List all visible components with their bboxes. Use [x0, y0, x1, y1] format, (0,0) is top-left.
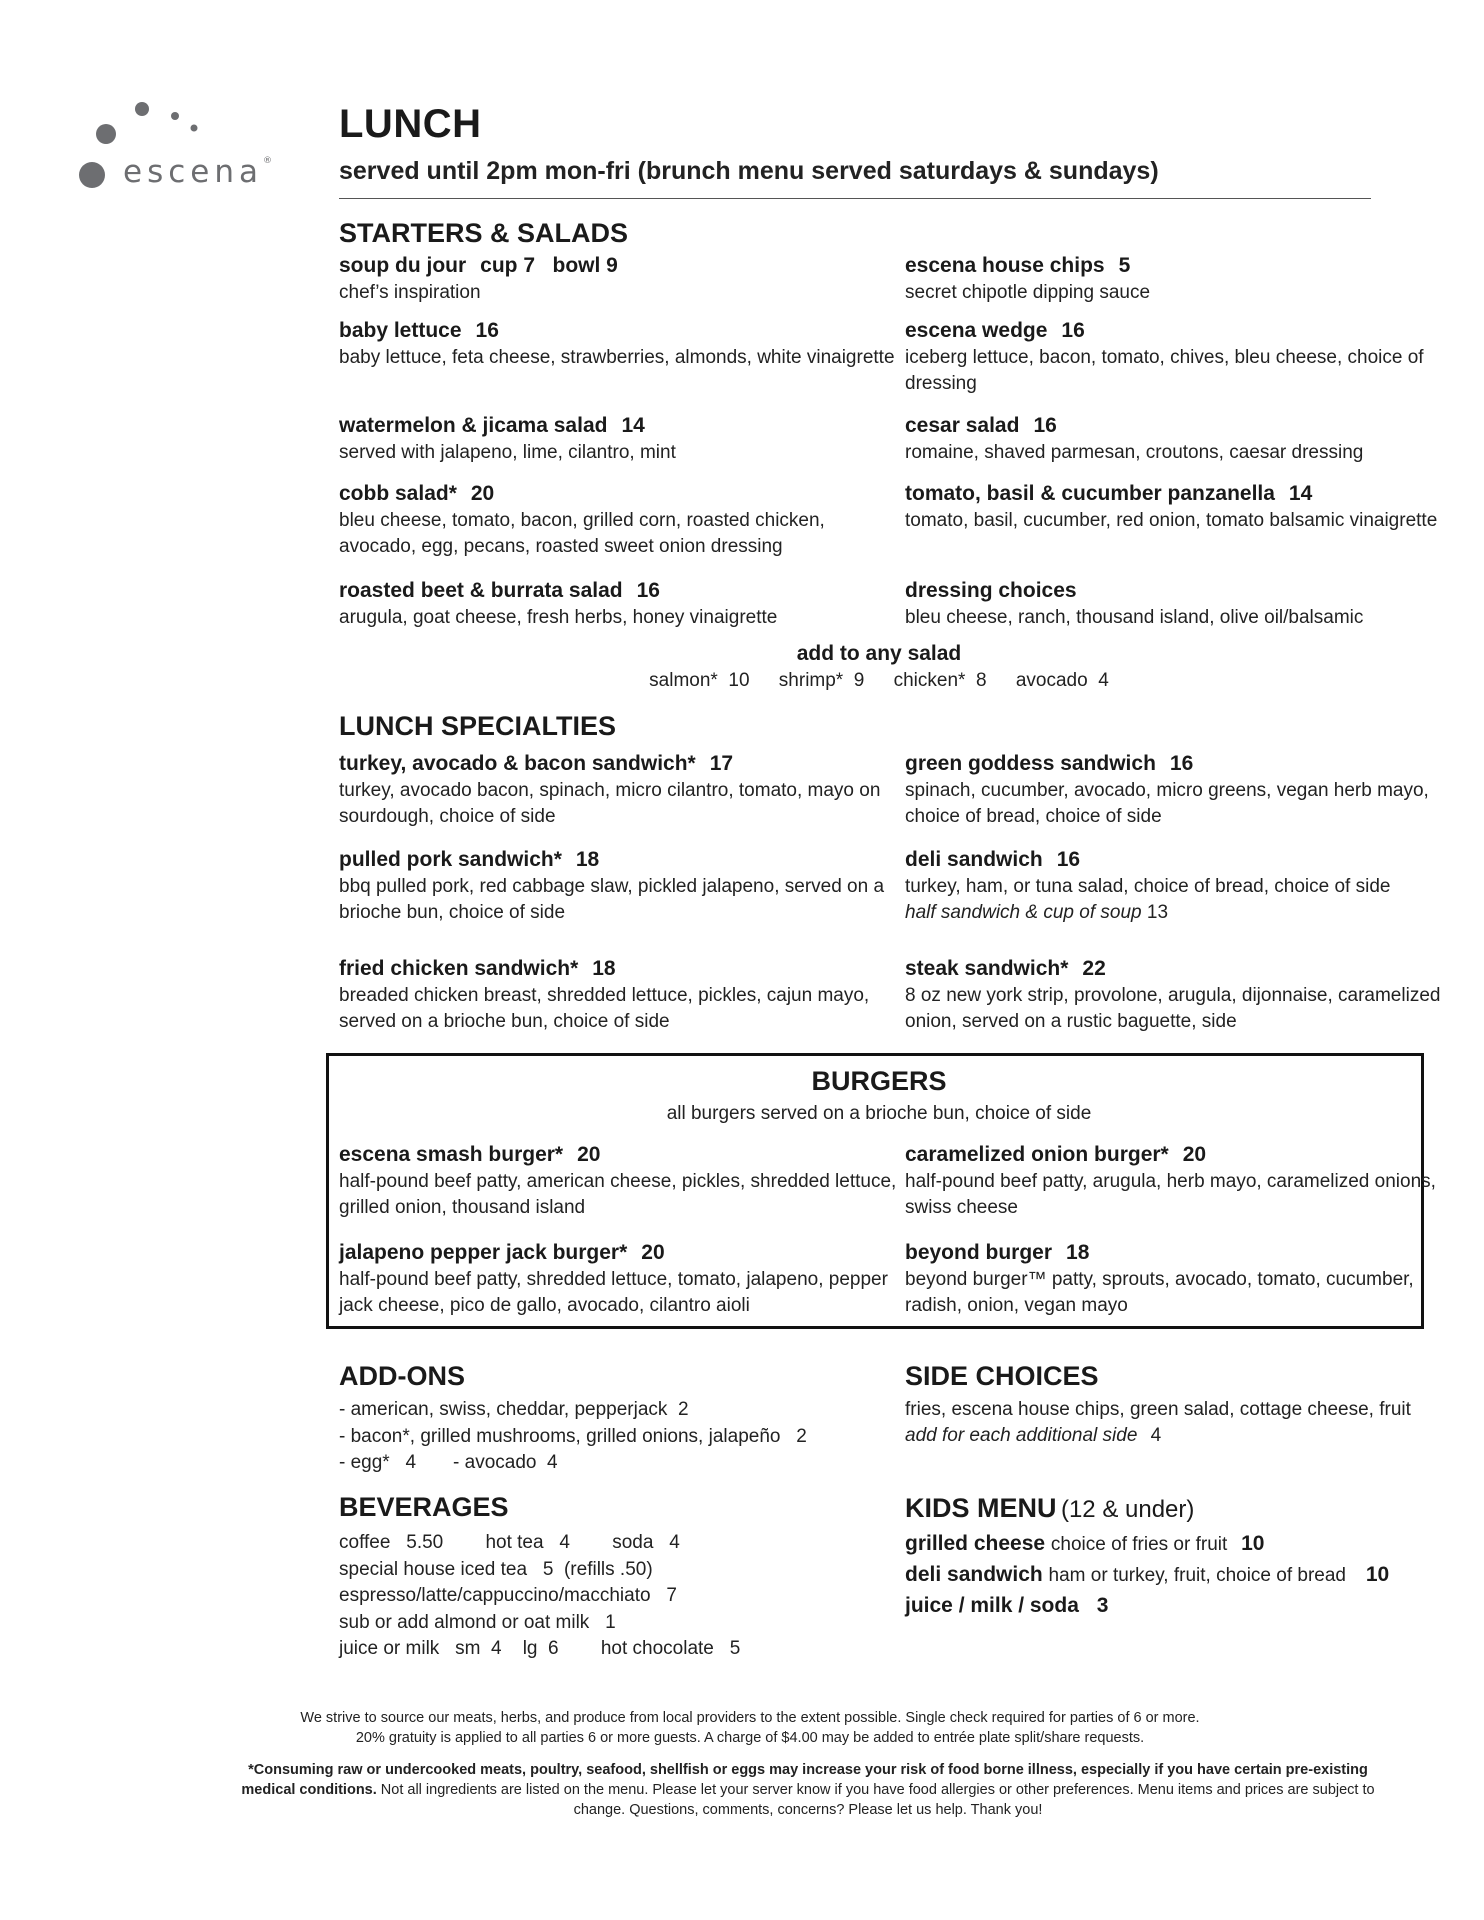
item-price: 20: [577, 1143, 601, 1166]
item-price: 18: [1066, 1241, 1090, 1264]
item-description: breaded chicken breast, shredded lettuce, pickles, cajun mayo, served on a brioche bun, choice of side: [339, 985, 870, 1032]
sides-list: [905, 1397, 1425, 1449]
item-name: watermelon & jicama salad: [339, 414, 608, 437]
item-price: 16: [1033, 414, 1057, 437]
item-description: bbq pulled pork, red cabbage slaw, pickled jalapeno, served on a brioche bun, choice of side: [339, 876, 885, 923]
add-option: chicken* 8: [893, 670, 987, 691]
page-title: LUNCH: [339, 102, 482, 146]
item-description: tomato, basil, cucumber, red onion, tomato balsamic vinaigrette: [905, 510, 1438, 531]
starters-heading: STARTERS & SALADS: [339, 218, 629, 248]
burgers-header: [339, 1066, 1419, 1127]
footer-line: 20% gratuity is applied to all parties 6 or more guests. A charge of $4.00 may be added to entrée plate split/share requests.: [355, 1730, 1145, 1746]
item-name: roasted beet & burrata salad: [339, 579, 623, 602]
item-description: half-pound beef patty, shredded lettuce, tomato, jalapeno, pepper jack cheese, pico de gallo, avocado, cilantro aioli: [339, 1269, 888, 1316]
beverages-list: [339, 1530, 740, 1663]
item-description: turkey, avocado bacon, spinach, micro cilantro, tomato, mayo on sourdough, choice of side: [339, 780, 881, 827]
add-option: salmon* 10: [649, 670, 750, 691]
item-description: chef’s inspiration: [339, 282, 481, 303]
item-name: tomato, basil & cucumber panzanella: [905, 482, 1275, 505]
item-description: arugula, goat cheese, fresh herbs, honey vinaigrette: [339, 607, 778, 628]
item-price: 18: [592, 957, 616, 980]
menu-item: [339, 577, 899, 631]
menu-item: [339, 846, 899, 926]
item-name: deli sandwich: [905, 848, 1043, 871]
kids-item: [905, 1591, 1425, 1621]
beverage-line: juice or milk sm 4 lg 6 hot chocolate 5: [339, 1638, 741, 1659]
item-price: 14: [1288, 482, 1313, 505]
item-description: bleu cheese, ranch, thousand island, olive oil/balsamic: [905, 607, 1364, 628]
addon-line: - egg* 4 - avocado 4: [339, 1452, 558, 1473]
item-name: soup du jour: [339, 254, 467, 277]
item-note-price: 13: [1146, 902, 1169, 923]
menu-item: [905, 846, 1465, 926]
item-description: bleu cheese, tomato, bacon, grilled corn, roasted chicken, avocado, egg, pecans, roasted sweet onion dressing: [339, 510, 825, 557]
beverages-heading: BEVERAGES: [339, 1492, 509, 1522]
menu-item: [339, 480, 899, 560]
add-option: shrimp* 9: [778, 670, 865, 691]
sides-note: add for each additional side: [905, 1425, 1138, 1446]
sides-note-price: 4: [1150, 1425, 1162, 1446]
item-price: 18: [575, 848, 600, 871]
menu-item: [339, 750, 899, 830]
addons-heading: ADD-ONS: [339, 1361, 465, 1391]
kids-header: [905, 1493, 1194, 1524]
menu-item: [339, 1141, 899, 1221]
item-name: escena house chips: [905, 254, 1105, 277]
item-name: pulled pork sandwich*: [339, 848, 562, 871]
menu-item: [905, 1141, 1465, 1221]
burgers-heading: BURGERS: [811, 1066, 947, 1096]
footer-line: We strive to source our meats, herbs, and produce from local providers to the extent possible. Single check required for parties of 6 or more.: [300, 1710, 1200, 1726]
item-name: juice / milk / soda: [905, 1594, 1079, 1617]
specialties-heading: LUNCH SPECIALTIES: [339, 711, 617, 741]
menu-item: [339, 1239, 899, 1319]
add-to-salad: [339, 642, 1419, 692]
page-subtitle: served until 2pm mon-fri (brunch menu served saturdays & sundays): [339, 157, 1159, 185]
item-name: escena smash burger*: [339, 1143, 564, 1166]
item-name: cobb salad*: [339, 482, 457, 505]
item-price: 16: [1056, 848, 1081, 871]
kids-item: [905, 1560, 1425, 1591]
menu-item: [339, 955, 899, 1035]
item-description: choice of fries or fruit: [1050, 1534, 1228, 1555]
item-name: deli sandwich: [905, 1563, 1043, 1586]
sides-description: fries, escena house chips, green salad, cottage cheese, fruit: [905, 1399, 1411, 1420]
footer-warning: [228, 1760, 1388, 1820]
footer-warning-text: Not all ingredients are listed on the menu. Please let your server know if you have food allergies or other preferences. Menu items and prices are subject to change. Questions, comments, concerns? Please let us help. Thank you!: [380, 1782, 1375, 1818]
beverage-line: coffee 5.50 hot tea 4 soda 4: [339, 1532, 680, 1553]
item-name: caramelized onion burger*: [905, 1143, 1169, 1166]
kids-heading-note: (12 & under): [1060, 1496, 1195, 1523]
item-name: dressing choices: [905, 579, 1077, 602]
item-name: cesar salad: [905, 414, 1020, 437]
item-name: beyond burger: [905, 1241, 1053, 1264]
item-price: 16: [475, 319, 499, 342]
logo-wordmark: escena®: [123, 154, 272, 190]
item-name: fried chicken sandwich*: [339, 957, 579, 980]
item-price: 20: [1182, 1143, 1207, 1166]
item-price: 17: [709, 752, 734, 775]
menu-item: [905, 252, 1465, 306]
beverage-line: espresso/latte/cappuccino/macchiato 7: [339, 1585, 677, 1606]
item-price: 16: [1061, 319, 1085, 342]
item-note: half sandwich & cup of soup: [905, 902, 1142, 923]
item-name: grilled cheese: [905, 1532, 1046, 1555]
menu-item: [905, 750, 1465, 830]
beverage-line: sub or add almond or oat milk 1: [339, 1611, 616, 1633]
item-name: turkey, avocado & bacon sandwich*: [339, 752, 696, 775]
addon-line: - bacon*, grilled mushrooms, grilled onions, jalapeño 2: [339, 1425, 807, 1447]
menu-item: [905, 412, 1465, 466]
item-price: 3: [1096, 1594, 1109, 1617]
add-to-salad-title: add to any salad: [796, 642, 962, 665]
item-price: 16: [1169, 752, 1194, 775]
menu-item: [905, 955, 1465, 1035]
menu-item: [905, 577, 1465, 631]
add-option: avocado 4: [1015, 670, 1109, 691]
item-price: cup 7 bowl 9: [480, 254, 618, 277]
item-price: 10: [1365, 1563, 1390, 1586]
item-price: 20: [470, 482, 495, 505]
beverage-line: special house iced tea 5 (refills .50): [339, 1558, 653, 1580]
item-description: beyond burger™ patty, sprouts, avocado, tomato, cucumber, radish, onion, vegan mayo: [905, 1269, 1414, 1316]
item-description: half-pound beef patty, arugula, herb mayo, caramelized onions, swiss cheese: [905, 1171, 1436, 1218]
menu-item: [339, 412, 899, 466]
item-price: 16: [636, 579, 660, 602]
item-description: half-pound beef patty, american cheese, pickles, shredded lettuce, grilled onion, thousand island: [339, 1171, 897, 1218]
brand-logo: [78, 100, 278, 200]
menu-item: [905, 1239, 1465, 1319]
menu-item: [339, 252, 899, 306]
item-description: ham or turkey, fruit, choice of bread: [1048, 1565, 1346, 1586]
logo-large-dot-icon: [78, 160, 108, 190]
item-description: baby lettuce, feta cheese, strawberries, almonds, white vinaigrette: [339, 347, 895, 368]
kids-heading: KIDS MENU: [905, 1493, 1057, 1523]
item-name: baby lettuce: [339, 319, 462, 342]
item-description: served with jalapeno, lime, cilantro, mint: [339, 442, 676, 463]
item-name: escena wedge: [905, 319, 1048, 342]
item-price: 10: [1241, 1532, 1265, 1555]
item-name: jalapeno pepper jack burger*: [339, 1241, 628, 1264]
kids-item: [905, 1529, 1425, 1560]
item-name: green goddess sandwich: [905, 752, 1156, 775]
item-description: romaine, shaved parmesan, croutons, caesar dressing: [905, 442, 1364, 463]
header-divider: [339, 198, 1371, 199]
item-description: 8 oz new york strip, provolone, arugula, dijonnaise, caramelized onion, served on a rustic baguette, side: [905, 985, 1441, 1032]
item-description: spinach, cucumber, avocado, micro greens, vegan herb mayo, choice of bread, choice of side: [905, 780, 1429, 827]
item-price: 22: [1082, 957, 1106, 980]
addon-line: - american, swiss, cheddar, pepperjack 2: [339, 1399, 689, 1420]
item-price: 20: [641, 1241, 665, 1264]
item-price: 14: [621, 414, 645, 437]
menu-item: [339, 317, 899, 371]
footer-warning-bold: *Consuming raw or undercooked meats, poultry, seafood, shellfish or eggs may increase your risk of food borne illness, especially if you have certain pre-existing medical conditions.: [241, 1762, 1368, 1798]
footer-note: [200, 1708, 1300, 1748]
addons-list: [339, 1397, 807, 1477]
item-description: iceberg lettuce, bacon, tomato, chives, bleu cheese, choice of dressing: [905, 347, 1424, 394]
burgers-subheading: all burgers served on a brioche bun, choice of side: [666, 1103, 1092, 1124]
item-description: turkey, ham, or tuna salad, choice of bread, choice of side: [905, 876, 1391, 897]
sides-heading: SIDE CHOICES: [905, 1361, 1099, 1391]
kids-list: [905, 1529, 1425, 1621]
menu-item: [905, 480, 1465, 534]
item-description: secret chipotle dipping sauce: [905, 282, 1151, 303]
item-name: steak sandwich*: [905, 957, 1069, 980]
menu-item: [905, 317, 1465, 397]
item-price: 5: [1118, 254, 1131, 277]
